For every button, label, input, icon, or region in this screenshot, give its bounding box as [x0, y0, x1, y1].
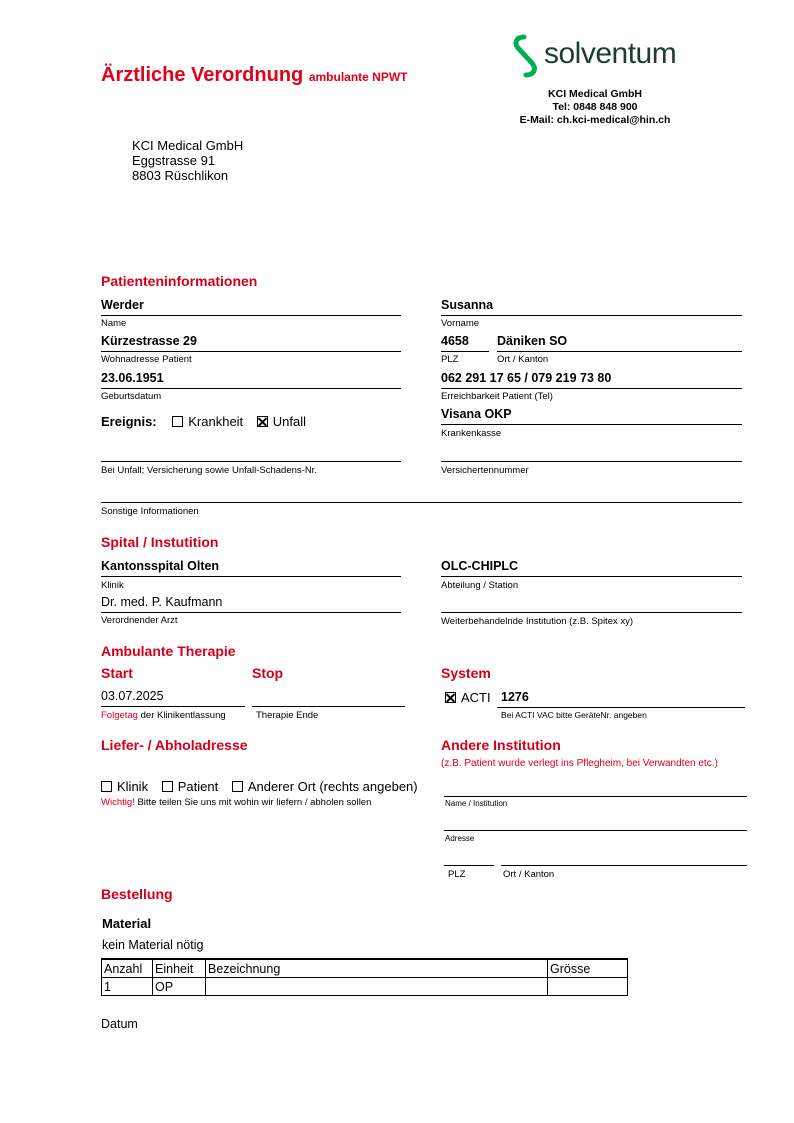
- system-acti-option: [445, 690, 491, 705]
- other-institution-plz-label: PLZ: [448, 869, 466, 880]
- col-groesse: Grösse: [548, 959, 628, 978]
- device-number-label: Bei ACTI VAC bitte GeräteNr. angeben: [501, 710, 647, 720]
- patient-name-label: Name: [101, 318, 127, 329]
- patient-firstname-value[interactable]: Susanna: [441, 298, 494, 312]
- patient-plz-value[interactable]: 4658: [441, 334, 469, 348]
- section-patient: Patienteninformationen: [101, 273, 258, 289]
- patient-city-value[interactable]: Däniken SO: [497, 334, 568, 348]
- section-delivery: Liefer- / Abholadresse: [101, 737, 248, 753]
- company-phone: Tel: 0848 848 900: [552, 101, 638, 113]
- patient-name-value[interactable]: Werder: [101, 298, 144, 312]
- therapy-stop-heading: Stop: [252, 665, 284, 681]
- section-other-institution: Andere Institution: [441, 737, 561, 753]
- patient-phone-value[interactable]: 062 291 17 65 / 079 219 73 80: [441, 371, 612, 385]
- cell-bezeichnung[interactable]: [206, 978, 548, 996]
- recipient-line3: 8803 Rüschlikon: [132, 168, 229, 183]
- delivery-options: [101, 779, 418, 794]
- event-unfall-label: Unfall: [272, 414, 307, 429]
- delivery-klinik-label: Klinik: [117, 779, 149, 794]
- material-table: [101, 958, 628, 996]
- delivery-other-label: Anderer Ort (rechts angeben): [247, 779, 418, 794]
- cell-groesse[interactable]: [548, 978, 628, 996]
- table-header-row: [102, 959, 628, 978]
- checkbox-krankheit[interactable]: [172, 416, 183, 427]
- form-title: Ärztliche Verordnung ambulante NPWT: [101, 64, 408, 86]
- section-hospital: Spital / Instutition: [101, 534, 219, 550]
- other-institution-address-label: Adresse: [445, 834, 475, 843]
- col-bezeichnung: Bezeichnung: [206, 959, 548, 978]
- patient-insurance-label: Krankenkasse: [441, 428, 502, 439]
- patient-address-label: Wohnadresse Patient: [101, 354, 192, 365]
- solventum-logo-icon: [510, 33, 542, 79]
- brand-name: solventum: [544, 37, 677, 70]
- patient-plz-label: PLZ: [441, 354, 459, 365]
- event-row: [101, 414, 306, 429]
- section-therapy: Ambulante Therapie: [101, 643, 236, 659]
- date-label: Datum: [101, 1017, 138, 1031]
- form-subtitle: ambulante NPWT: [308, 70, 408, 84]
- other-institution-name-label: Name / Institution: [445, 799, 508, 808]
- doctor-label: Verordnender Arzt: [101, 615, 178, 626]
- patient-birthdate-value[interactable]: 23.06.1951: [101, 371, 164, 385]
- other-institution-hint: (z.B. Patient wurde verlegt ins Pflegheim, bei Verwandten etc.): [441, 758, 718, 769]
- patient-firstname-label: Vorname: [441, 318, 480, 329]
- therapy-end-label: Therapie Ende: [256, 710, 319, 721]
- col-einheit: Einheit: [153, 959, 206, 978]
- company-name: KCI Medical GmbH: [548, 88, 642, 100]
- recipient-line1: KCI Medical GmbH: [132, 138, 244, 153]
- doctor-value[interactable]: Dr. med. P. Kaufmann: [101, 595, 223, 609]
- patient-city-label: Ort / Kanton: [497, 354, 549, 365]
- company-email: E-Mail: ch.kci-medical@hin.ch: [519, 114, 671, 126]
- cell-anzahl[interactable]: 1: [102, 978, 153, 996]
- accident-insurance-label: Bei Unfall; Versicherung sowie Unfall-Schadens-Nr.: [101, 465, 317, 476]
- department-value[interactable]: OLC-CHIPLC: [441, 559, 519, 573]
- device-number-value[interactable]: 1276: [501, 690, 529, 704]
- therapy-start-heading: Start: [101, 665, 133, 681]
- therapy-start-label: Folgetag der Klinikentlassung: [101, 710, 226, 721]
- checkbox-klinik[interactable]: [101, 781, 112, 792]
- patient-phone-label: Erreichbarkeit Patient (Tel): [441, 391, 553, 402]
- checkbox-patient[interactable]: [162, 781, 173, 792]
- checkbox-acti[interactable]: [445, 692, 456, 703]
- system-acti-label: ACTI: [461, 690, 491, 705]
- material-heading: Material: [102, 916, 152, 931]
- table-row: [102, 978, 628, 996]
- followup-institution-label: Weiterbehandelnde Institution (z.B. Spitex xy): [441, 616, 634, 627]
- cell-einheit[interactable]: OP: [153, 978, 206, 996]
- material-note: kein Material nötig: [102, 938, 204, 952]
- other-institution-city-label: Ort / Kanton: [503, 869, 555, 880]
- checkbox-other-location[interactable]: [232, 781, 243, 792]
- col-anzahl: Anzahl: [102, 959, 153, 978]
- therapy-system-heading: System: [441, 665, 491, 681]
- therapy-start-date[interactable]: 03.07.2025: [101, 689, 164, 703]
- section-order: Bestellung: [101, 886, 173, 902]
- department-label: Abteilung / Station: [441, 580, 519, 591]
- clinic-value[interactable]: Kantonsspital Olten: [101, 559, 220, 573]
- event-label: Ereignis:: [101, 414, 157, 429]
- checkbox-unfall[interactable]: [257, 416, 268, 427]
- other-info-label: Sonstige Informationen: [101, 506, 199, 517]
- patient-insurance-value[interactable]: Visana OKP: [441, 407, 512, 421]
- recipient-line2: Eggstrasse 91: [132, 153, 216, 168]
- delivery-patient-label: Patient: [177, 779, 219, 794]
- delivery-note: Wichtig! Bitte teilen Sie uns mit wohin wir liefern / abholen sollen: [101, 797, 372, 808]
- patient-birthdate-label: Geburtsdatum: [101, 391, 162, 402]
- patient-address-value[interactable]: Kürzestrasse 29: [101, 334, 197, 348]
- event-krankheit-label: Krankheit: [188, 414, 244, 429]
- insured-number-label: Versichertennummer: [441, 465, 529, 476]
- clinic-label: Klinik: [101, 580, 124, 591]
